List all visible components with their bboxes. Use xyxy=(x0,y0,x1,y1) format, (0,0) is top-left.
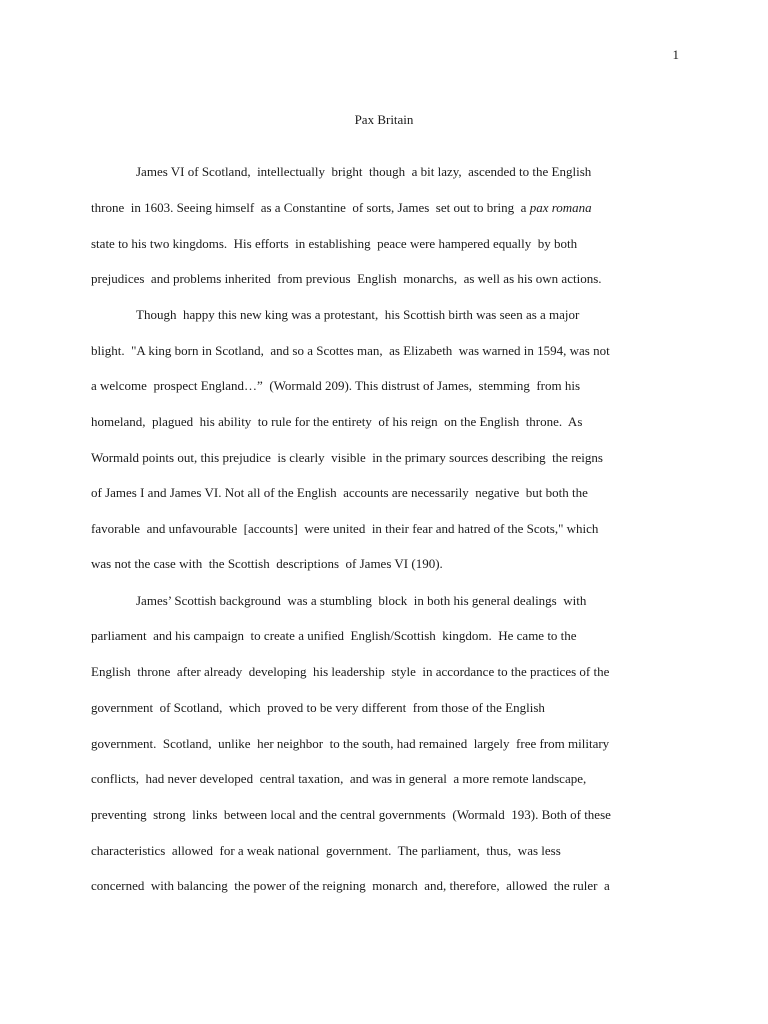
text-line: parliament and his campaign to create a unified English/Scottish kingdom. He came to the xyxy=(91,628,577,643)
text-line: state to his two kingdoms. His efforts in establishing peace were hampered equally by both xyxy=(91,236,578,251)
text-line: was not the case with the Scottish descriptions of James VI (190). xyxy=(91,556,443,571)
text-line: blight. "A king born in Scotland, and so a Scottes man, as Elizabeth was warned in 1594, was not xyxy=(91,343,610,358)
text-line: preventing strong links between local and the central governments (Wormald 193). Both of these xyxy=(91,807,611,822)
page-title: Pax Britain xyxy=(354,112,414,127)
page-number: 1 xyxy=(672,47,679,62)
text-line: prejudices and problems inherited from previous English monarchs, as well as his own actions. xyxy=(91,271,602,286)
text-line: homeland, plagued his ability to rule for the entirety of his reign on the English throne. As xyxy=(91,414,583,429)
text-line xyxy=(91,200,592,216)
text-line: Wormald points out, this prejudice is clearly visible in the primary sources describing the reigns xyxy=(91,450,603,465)
text-line: government. Scotland, unlike her neighbor to the south, had remained largely free from military xyxy=(91,736,610,751)
text-line: concerned with balancing the power of the reigning monarch and, therefore, allowed the ruler a xyxy=(91,878,610,893)
text-line: conflicts, had never developed central taxation, and was in general a more remote landscape, xyxy=(91,771,587,786)
text-line: English throne after already developing his leadership style in accordance to the practices of the xyxy=(91,664,610,679)
text-span: throne in 1603. Seeing himself as a Constantine of sorts, James set out to bring a xyxy=(91,200,527,215)
text-line: of James I and James VI. Not all of the English accounts are necessarily negative but both the xyxy=(91,485,588,500)
italic-phrase: pax romana xyxy=(529,200,592,215)
text-line: James VI of Scotland, intellectually bright though a bit lazy, ascended to the English xyxy=(136,164,592,179)
text-line: Though happy this new king was a protestant, his Scottish birth was seen as a major xyxy=(136,307,580,322)
text-line: a welcome prospect England…” (Wormald 209). This distrust of James, stemming from his xyxy=(91,378,581,393)
text-line: James’ Scottish background was a stumbling block in both his general dealings with xyxy=(136,593,587,608)
text-line: characteristics allowed for a weak national government. The parliament, thus, was less xyxy=(91,843,561,858)
text-line: government of Scotland, which proved to be very different from those of the English xyxy=(91,700,545,715)
text-line: favorable and unfavourable [accounts] were united in their fear and hatred of the Scots," which xyxy=(91,521,599,536)
